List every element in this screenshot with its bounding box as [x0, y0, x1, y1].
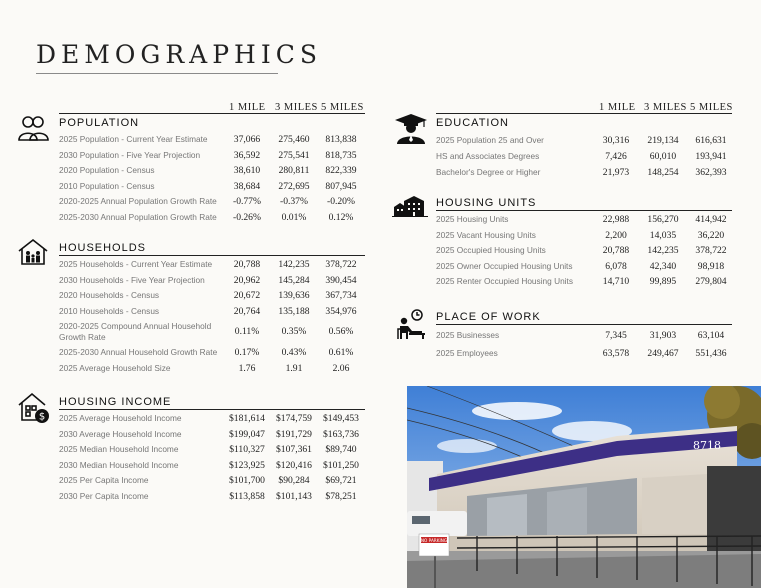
households-row-label: 2010 Households - Census — [59, 305, 160, 316]
left-col-header-3miles: 3 MILES — [275, 102, 318, 113]
svg-text:$: $ — [38, 411, 46, 423]
households-row-value: 0.11% — [234, 326, 260, 337]
households-row-value: 135,188 — [278, 305, 310, 317]
households-row-value: 390,454 — [325, 274, 357, 286]
place-of-work-row-label: 2025 Businesses — [436, 330, 500, 340]
households-row-label: 2025 Households - Current Year Estimate — [59, 259, 213, 269]
education-title: EDUCATION — [436, 117, 509, 129]
population-row-value: 38,610 — [233, 165, 261, 176]
housing-income-row-value: $123,925 — [229, 459, 265, 471]
housing-units-row-value: 14,710 — [602, 276, 630, 287]
housing-income-row-value: $101,700 — [229, 475, 265, 487]
population-row-value: 280,811 — [278, 165, 310, 176]
building-photo — [407, 386, 761, 588]
housing-units-row-value: 14,035 — [649, 229, 677, 241]
households-rule — [59, 255, 365, 256]
housing-units-row-value: 2,200 — [605, 229, 627, 241]
education-row-label: 2025 Population 25 and Over — [436, 135, 544, 145]
storefront-illustration — [407, 386, 761, 588]
title-underline — [36, 73, 278, 74]
households-row-value: 1.91 — [285, 362, 303, 374]
population-row-value: 275,541 — [278, 149, 310, 161]
housing-income-row-value: $174,759 — [276, 413, 312, 424]
population-row-value: 275,460 — [278, 134, 310, 145]
population-row-value: 822,339 — [325, 165, 357, 176]
households-row-value: 0.35% — [281, 326, 307, 337]
housing-units-row-value: 6,078 — [605, 260, 627, 272]
housing-income-row-value: $78,251 — [325, 491, 357, 502]
place-of-work-row-value: 63,104 — [697, 330, 725, 341]
households-row-label: 2020 Households - Census — [59, 290, 160, 300]
housing-units-row-label: 2025 Renter Occupied Housing Units — [436, 276, 573, 286]
housing-income-row-value: $181,614 — [229, 413, 265, 424]
housing-units-row-value: 378,722 — [695, 245, 727, 256]
households-row-value: 142,235 — [278, 259, 310, 270]
place-of-work-row-value: 31,903 — [649, 330, 677, 341]
housing-units-row-value: 22,988 — [602, 214, 630, 225]
households-row-value: 0.56% — [328, 326, 354, 337]
households-row-label: 2020-2025 Compound Annual Household Growth Rate — [59, 321, 212, 342]
place-of-work-row-value: 63,578 — [602, 347, 630, 359]
place-of-work-row-value: 249,467 — [647, 347, 679, 359]
housing-income-row-value: $89,740 — [325, 444, 357, 456]
place-of-work-row-value: 7,345 — [605, 330, 627, 341]
population-row-label: 2025-2030 Annual Population Growth Rate — [59, 211, 217, 222]
population-row-value: 0.01% — [281, 211, 307, 223]
housing-units-row-label: 2025 Vacant Housing Units — [436, 229, 536, 240]
housing-units-row-value: 99,895 — [649, 276, 677, 287]
housing-income-row-value: $101,250 — [323, 459, 359, 471]
housing-income-row-label: 2030 Average Household Income — [59, 428, 182, 439]
housing-units-row-label: 2025 Occupied Housing Units — [436, 245, 546, 255]
education-row-value: 193,941 — [695, 151, 727, 162]
house-dollar-icon — [17, 392, 51, 424]
worker-desk-icon — [395, 309, 427, 341]
house-family-icon — [17, 238, 49, 266]
housing-units-row-label: 2025 Owner Occupied Housing Units — [436, 260, 573, 271]
right-col-header-5miles: 5 MILES — [690, 102, 733, 113]
place-of-work-row-label: 2025 Employees — [436, 347, 498, 358]
education-rule — [436, 113, 732, 114]
households-row-label: 2025 Average Household Size — [59, 362, 171, 373]
population-row-value: 36,592 — [233, 149, 261, 161]
population-row-value: 38,684 — [233, 180, 261, 192]
housing-income-row-value: $163,736 — [323, 428, 359, 440]
housing-income-row-value: $69,721 — [325, 475, 357, 487]
housing-units-row-value: 20,788 — [602, 245, 630, 256]
households-row-value: 0.17% — [234, 347, 260, 358]
housing-units-row-value: 279,804 — [695, 276, 727, 287]
population-row-label: 2025 Population - Current Year Estimate — [59, 134, 208, 144]
housing-income-row-value: $101,143 — [276, 491, 312, 502]
housing-units-rule — [436, 210, 732, 211]
place-of-work-row-value: 551,436 — [695, 347, 727, 359]
population-row-value: 37,066 — [233, 134, 261, 145]
housing-income-row-value: $191,729 — [276, 428, 312, 440]
households-row-value: 0.61% — [328, 347, 354, 358]
housing-income-row-label: 2025 Average Household Income — [59, 413, 182, 423]
education-row-value: 7,426 — [605, 151, 627, 162]
population-row-value: 272,695 — [278, 180, 310, 192]
households-row-value: 145,284 — [278, 274, 310, 286]
households-row-value: 20,764 — [233, 305, 261, 317]
housing-income-row-value: $199,047 — [229, 428, 265, 440]
education-row-value: 30,316 — [602, 135, 630, 146]
housing-income-row-label: 2030 Per Capita Income — [59, 491, 149, 501]
right-col-header-1mile: 1 MILE — [599, 102, 636, 113]
population-row-value: 818,735 — [325, 149, 357, 161]
education-row-value: 148,254 — [647, 167, 679, 178]
households-row-value: 20,788 — [233, 259, 261, 270]
left-col-header-1mile: 1 MILE — [229, 102, 266, 113]
households-row-value: 2.06 — [332, 362, 350, 374]
education-row-value: 616,631 — [695, 135, 727, 146]
population-row-value: -0.26% — [233, 211, 261, 223]
population-row-value: -0.77% — [233, 196, 261, 207]
education-row-label: Bachelor's Degree or Higher — [436, 167, 541, 177]
housing-units-row-value: 156,270 — [647, 214, 679, 225]
housing-income-row-value: $90,284 — [278, 475, 310, 487]
households-row-value: 367,734 — [325, 290, 357, 301]
population-row-value: 0.12% — [328, 211, 354, 223]
population-row-label: 2030 Population - Five Year Projection — [59, 149, 201, 160]
housing-income-row-value: $113,858 — [229, 491, 265, 502]
housing-income-title: HOUSING INCOME — [59, 396, 172, 408]
page-title: DEMOGRAPHICS — [36, 40, 322, 69]
housing-units-row-value: 42,340 — [649, 260, 677, 272]
households-row-value: 1.76 — [238, 362, 256, 374]
housing-income-row-label: 2025 Median Household Income — [59, 444, 179, 455]
left-col-header-5miles: 5 MILES — [321, 102, 364, 113]
education-row-value: 219,134 — [647, 135, 679, 146]
place-of-work-rule — [436, 324, 732, 325]
population-row-value: -0.20% — [327, 196, 355, 207]
building-number: 8718 — [693, 439, 721, 452]
housing-income-row-value: $120,416 — [276, 459, 312, 471]
population-row-value: -0.37% — [280, 196, 308, 207]
households-row-value: 0.43% — [281, 347, 307, 358]
population-row-label: 2020 Population - Census — [59, 165, 155, 175]
housing-units-title: HOUSING UNITS — [436, 197, 537, 209]
housing-units-row-value: 36,220 — [697, 229, 725, 241]
housing-units-row-label: 2025 Housing Units — [436, 214, 509, 224]
households-row-value: 354,976 — [325, 305, 357, 317]
education-row-value: 60,010 — [649, 151, 677, 162]
households-row-label: 2030 Households - Five Year Projection — [59, 274, 205, 285]
population-rule — [59, 113, 365, 114]
no-parking-sign: NO PARKING — [420, 537, 448, 543]
households-row-value: 20,962 — [233, 274, 261, 286]
housing-income-rule — [59, 409, 365, 410]
households-row-value: 378,722 — [325, 259, 357, 270]
education-row-label: HS and Associates Degrees — [436, 151, 540, 161]
housing-income-row-value: $149,453 — [323, 413, 359, 424]
right-col-header-3miles: 3 MILES — [644, 102, 687, 113]
households-row-value: 139,636 — [278, 290, 310, 301]
population-row-value: 807,945 — [325, 180, 357, 192]
housing-units-row-value: 98,918 — [697, 260, 725, 272]
education-row-value: 362,393 — [695, 167, 727, 178]
education-row-value: 21,973 — [602, 167, 630, 178]
graduate-icon — [394, 112, 428, 145]
households-row-value: 20,672 — [233, 290, 261, 301]
people-icon — [16, 114, 50, 142]
households-row-label: 2025-2030 Annual Household Growth Rate — [59, 347, 218, 357]
population-row-label: 2020-2025 Annual Population Growth Rate — [59, 196, 217, 206]
population-row-label: 2010 Population - Census — [59, 180, 155, 191]
population-row-value: 813,838 — [325, 134, 357, 145]
housing-units-row-value: 142,235 — [647, 245, 679, 256]
buildings-icon — [392, 195, 428, 217]
households-title: HOUSEHOLDS — [59, 242, 147, 254]
population-title: POPULATION — [59, 117, 140, 129]
housing-income-row-value: $110,327 — [229, 444, 265, 456]
housing-income-row-label: 2025 Per Capita Income — [59, 475, 149, 486]
housing-income-row-label: 2030 Median Household Income — [59, 459, 179, 470]
housing-income-row-value: $107,361 — [276, 444, 312, 456]
housing-units-row-value: 414,942 — [695, 214, 727, 225]
place-of-work-title: PLACE OF WORK — [436, 311, 541, 323]
